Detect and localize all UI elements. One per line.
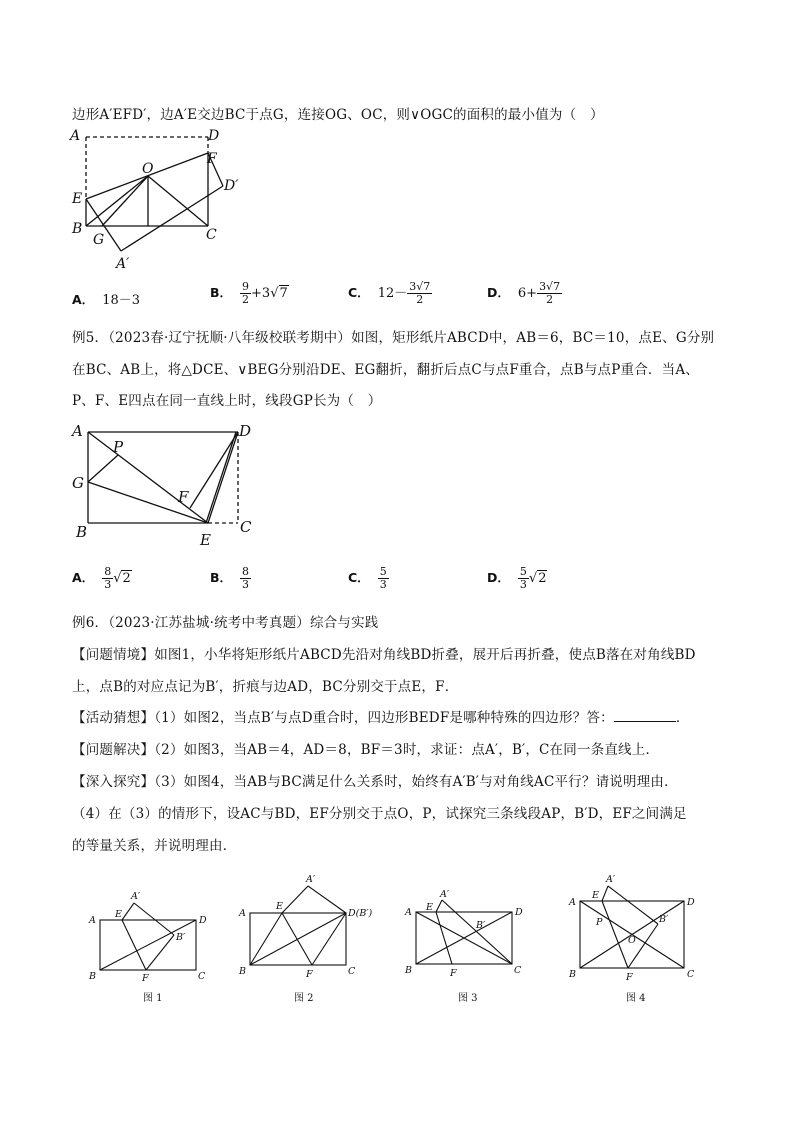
q4-label-B: B	[72, 221, 83, 237]
q4-stem: 边形A′EFD′，边A′E交边BC于点G，连接OG、OC，则∨OGC的面积的最小值为（ ）	[72, 107, 604, 123]
fig1-label-F: F	[142, 973, 149, 984]
fig3-label-E: E	[426, 902, 433, 913]
q4-option-d[interactable]: D． 6+ $\frac{3√7}{2}$	[487, 280, 561, 306]
q6-figure-2	[236, 872, 386, 1010]
fig2-label-F: F	[306, 969, 313, 980]
q4-label-A-prime: A′	[116, 256, 130, 272]
q5-label-C: C	[240, 518, 252, 536]
q6-para-1a: 【问题情境】如图1，小华将矩形纸片ABCD先沿对角线BD折叠，展开后再折叠，使点B落在对角线BD	[72, 647, 696, 663]
fig1-label-E: E	[115, 909, 122, 920]
q5-label-E: E	[200, 531, 211, 549]
fig4-label-B-prime: B′	[659, 914, 669, 925]
fig2-label-E: E	[276, 901, 283, 912]
q4-label-A: A	[70, 128, 81, 144]
q5-line-3: P、F、E四点在同一直线上时，线段GP长为（ ）	[72, 393, 382, 409]
fig1-label-A: A	[89, 915, 96, 926]
q6-figure-4	[566, 872, 716, 1010]
q4-label-G: G	[93, 232, 105, 248]
q4-label-C: C	[206, 227, 217, 243]
fig4-label-F: F	[626, 972, 633, 983]
fig2-label-C: C	[348, 966, 356, 977]
fig4-label-A: A	[569, 897, 576, 908]
fig3-label-A: A	[405, 907, 412, 918]
q5-option-c[interactable]: C． $\frac{5}{3}$	[348, 565, 387, 591]
q5-label-B: B	[76, 523, 88, 541]
q4-option-b[interactable]: B． $\frac{9}{2}$ +3√7	[210, 280, 288, 306]
fig3-label-B: B	[405, 965, 412, 976]
fig3-label-D: D	[515, 907, 523, 918]
answer-blank[interactable]	[614, 709, 676, 722]
fig1-caption: 图 1	[143, 993, 163, 1004]
q4-label-D-prime: D′	[224, 178, 239, 194]
fig4-label-C: C	[687, 969, 695, 980]
q4-figure	[66, 125, 256, 275]
fig3-caption: 图 3	[458, 993, 478, 1004]
q5-label-A: A	[72, 422, 83, 440]
q6-para-5b: 的等量关系，并说明理由．	[72, 838, 237, 854]
q6-title: 例6．（2023·江苏盐城·统考中考真题）综合与实践	[72, 615, 379, 631]
q4-label-F: F	[207, 151, 217, 167]
q5-line-2: 在BC、AB上，将△DCE、∨BEG分别沿DE、EG翻折，翻折后点C与点F重合，点B与点P重合．当A、	[72, 362, 699, 378]
fig4-label-P: P	[596, 917, 603, 928]
q5-label-F: F	[178, 488, 189, 506]
fig2-label-D-B-prime: D(B′)	[348, 908, 373, 919]
q6-para-2: 【活动猜想】（1）如图2，当点B′与点D重合时，四边形BEDF是哪种特殊的四边形？答： ．	[72, 710, 690, 726]
q4-label-E: E	[72, 191, 83, 207]
q5-label-P: P	[113, 438, 124, 456]
fig2-caption: 图 2	[294, 993, 314, 1004]
q4-label-D: D	[208, 128, 220, 144]
q6-para-4: 【深入探究】（3）如图4，当AB与BC满足什么关系时，始终有A′B′与对角线AC平行？请说明理由．	[72, 774, 678, 790]
fig3-label-B-prime: B′	[476, 920, 486, 931]
fig1-label-B-prime: B′	[176, 932, 186, 943]
fig1-label-D: D	[199, 915, 207, 926]
fig4-caption: 图 4	[626, 993, 646, 1004]
q5-line-1: 例5．（2023春·辽宁抚顺·八年级校联考期中）如图，矩形纸片ABCD中，AB＝6，BC＝10，点E、G分别	[72, 330, 715, 346]
fig4-label-B: B	[569, 969, 576, 980]
q5-label-D: D	[239, 422, 252, 440]
fig1-label-A-prime: A′	[131, 891, 141, 902]
fig4-label-E: E	[592, 890, 599, 901]
q4-label-O: O	[142, 161, 154, 177]
q6-para-3: 【问题解决】（2）如图3，当AB＝4，AD＝8，BF＝3时，求证：点A′，B′，C在同一条直线上．	[72, 742, 660, 758]
fig4-label-A-prime: A′	[606, 874, 616, 885]
q6-figure-3	[402, 882, 537, 1010]
fig2-label-A-prime: A′	[306, 874, 316, 885]
fig2-label-B: B	[239, 966, 246, 977]
q4-option-a[interactable]: A． 18－3	[72, 292, 141, 308]
fig3-label-C: C	[514, 965, 522, 976]
fig3-label-A-prime: A′	[440, 889, 450, 900]
fig4-label-D: D	[687, 897, 695, 908]
q5-figure	[66, 418, 266, 553]
fig3-label-F: F	[450, 968, 457, 979]
q5-option-b[interactable]: B． $\frac{8}{3}$	[210, 565, 250, 591]
q6-figure-1	[86, 885, 221, 1010]
fig4-label-O: O	[628, 935, 636, 946]
q5-option-d[interactable]: D． $\frac{5}{3}$ √2	[487, 565, 547, 591]
q6-para-5a: （4）在（3）的情形下，设AC与BD，EF分别交于点O，P，试探究三条线段AP，B′D，EF之间满足	[72, 806, 687, 822]
q5-option-a[interactable]: A． $\frac{8}{3}$ √2	[72, 565, 131, 591]
fig2-label-A: A	[239, 908, 246, 919]
fig1-label-B: B	[89, 971, 96, 982]
fig1-label-C: C	[198, 971, 206, 982]
q5-label-G: G	[72, 474, 84, 492]
q6-para-1b: 上，点B的对应点记为B′，折痕与边AD，BC分别交于点E，F．	[72, 679, 459, 695]
q4-option-c[interactable]: C． 12－ $\frac{3√7}{2}$	[348, 280, 431, 306]
